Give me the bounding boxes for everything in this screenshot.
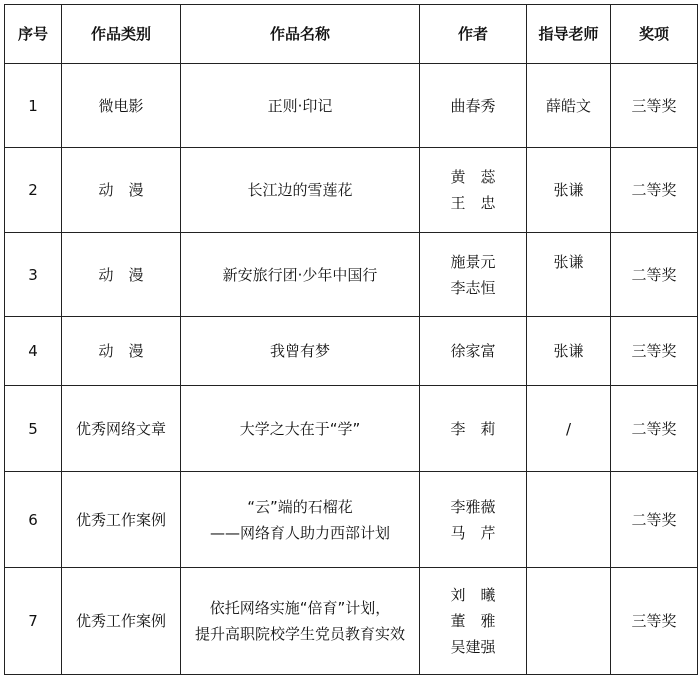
title-line: 新安旅行团·少年中国行 <box>222 265 378 284</box>
row-award: 二等奖 <box>611 472 698 568</box>
header-title: 作品名称 <box>181 5 420 64</box>
row-advisor: 张谦 <box>527 148 611 233</box>
title-line: 依托网络实施“倍育”计划， <box>209 599 391 617</box>
author-name: 马 芹 <box>450 523 496 542</box>
row-title <box>181 64 420 148</box>
row-advisor <box>527 568 611 675</box>
row-category: 优秀网络文章 <box>62 386 181 472</box>
row-category: 动 漫 <box>62 317 181 386</box>
row-number: 4 <box>5 317 62 386</box>
row-advisor: 张谦 <box>527 233 611 317</box>
row-title <box>181 148 420 233</box>
title-line: 正则·印记 <box>267 96 333 115</box>
row-advisor: / <box>527 386 611 472</box>
row-title <box>181 233 420 317</box>
row-category: 优秀工作案例 <box>62 568 181 675</box>
author-name: 董 雅 <box>450 612 496 630</box>
table-row <box>5 148 698 233</box>
row-award: 二等奖 <box>611 148 698 233</box>
header-advisor: 指导老师 <box>527 5 611 64</box>
row-advisor: 张谦 <box>527 317 611 386</box>
row-number: 2 <box>5 148 62 233</box>
row-authors <box>420 568 527 675</box>
title-line: 大学之大在于“学” <box>239 419 361 438</box>
row-category: 微电影 <box>62 64 181 148</box>
title-line: 我曾有梦 <box>269 342 330 360</box>
author-name: 李 莉 <box>450 419 496 438</box>
row-authors <box>420 148 527 233</box>
row-authors <box>420 64 527 148</box>
row-number: 7 <box>5 568 62 675</box>
author-name: 李雅薇 <box>450 497 496 516</box>
row-award: 二等奖 <box>611 386 698 472</box>
author-name: 施景元 <box>450 252 496 271</box>
title-line: 提升高职院校学生党员教育实效 <box>194 625 405 643</box>
author-name: 王 忠 <box>450 194 496 212</box>
table-row <box>5 64 698 148</box>
table-row <box>5 568 698 675</box>
row-title <box>181 568 420 675</box>
author-name: 刘 曦 <box>450 586 496 604</box>
header-award: 奖项 <box>611 5 698 64</box>
row-category: 动 漫 <box>62 233 181 317</box>
table-row <box>5 472 698 568</box>
author-name: 李志恒 <box>450 278 496 297</box>
header-row <box>5 5 698 64</box>
row-authors <box>420 472 527 568</box>
row-title <box>181 317 420 386</box>
row-number: 6 <box>5 472 62 568</box>
row-award: 三等奖 <box>611 317 698 386</box>
row-number: 5 <box>5 386 62 472</box>
row-title <box>181 386 420 472</box>
row-advisor <box>527 472 611 568</box>
title-line: 长江边的雪莲花 <box>247 181 353 199</box>
row-authors <box>420 317 527 386</box>
row-award: 三等奖 <box>611 64 698 148</box>
author-name: 徐家富 <box>450 342 496 360</box>
row-category: 动 漫 <box>62 148 181 233</box>
header-no: 序号 <box>5 5 62 64</box>
table-row <box>5 386 698 472</box>
row-title <box>181 472 420 568</box>
author-name: 吴建强 <box>450 638 496 656</box>
row-award: 三等奖 <box>611 568 698 675</box>
row-number: 3 <box>5 233 62 317</box>
title-line: “云”端的石榴花 <box>247 497 353 516</box>
author-name: 曲春秀 <box>450 96 496 115</box>
row-authors <box>420 233 527 317</box>
row-number: 1 <box>5 64 62 148</box>
awards-table <box>4 4 698 675</box>
header-author: 作者 <box>420 5 527 64</box>
table-row <box>5 317 698 386</box>
header-category: 作品类别 <box>62 5 181 64</box>
title-line: ——网络育人助力西部计划 <box>209 523 390 542</box>
row-advisor: 薛皓文 <box>527 64 611 148</box>
author-name: 黄 蕊 <box>450 168 496 186</box>
table-row <box>5 233 698 317</box>
row-category: 优秀工作案例 <box>62 472 181 568</box>
row-award: 二等奖 <box>611 233 698 317</box>
row-authors <box>420 386 527 472</box>
